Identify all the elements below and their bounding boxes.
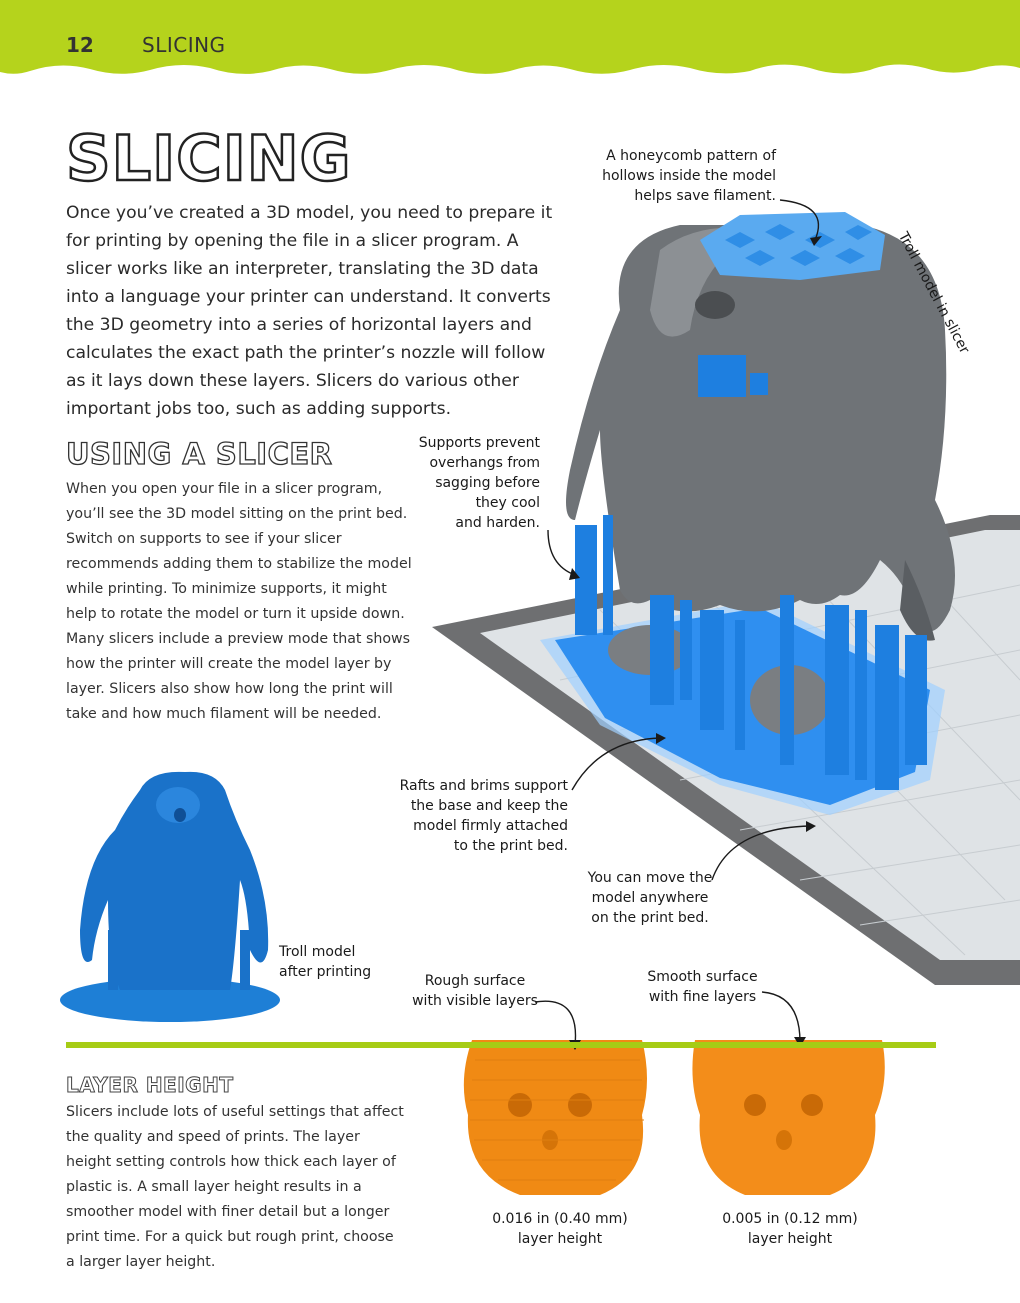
honeycomb-image bbox=[700, 212, 885, 280]
printed-troll-image bbox=[60, 772, 280, 1022]
troll-printed-callout: Troll model after printing bbox=[279, 944, 372, 980]
smooth-surface-callout: Smooth surface with fine layers bbox=[647, 969, 758, 1005]
layer-height-heading: LAYER HEIGHT bbox=[66, 1073, 234, 1097]
using-slicer-body: When you open your file in a slicer program, you’ll see the 3D model sitting on the print bed. Switch on supports to see if your slicer recommends adding them to stabilize the model while printing. To minimize supports, it might help to rotate the model or turn it upside down. Many slicers include a preview mode that shows how the printer will create the model layer by layer. Slicers also show how long the print will take and how much filament will be needed. bbox=[66, 481, 412, 722]
section-divider bbox=[66, 1042, 936, 1048]
rough-print-image bbox=[464, 1040, 647, 1195]
smooth-print-image bbox=[692, 1040, 884, 1195]
move-callout: You can move the model anywhere on the print bed. bbox=[587, 870, 713, 926]
rafts-callout: Rafts and brims support the base and keep the model firmly attached to the print bed. bbox=[399, 778, 568, 854]
troll-slicer-label: Troll model in slicer bbox=[894, 229, 973, 357]
page-title: SLICING bbox=[66, 122, 352, 195]
rough-height-caption: 0.016 in (0.40 mm) layer height bbox=[492, 1211, 628, 1247]
smooth-height-caption: 0.005 in (0.12 mm) layer height bbox=[722, 1211, 858, 1247]
intro-paragraph: Once you’ve created a 3D model, you need to prepare it for printing by opening the file in a slicer program. A slicer works like an interpreter, translating the 3D data into a language your printer can understand. It converts the 3D geometry into a series of horizontal layers and calculates the exact path the printer’s nozzle will follow as it lays down these layers. Slicers do various other important jobs too, such as adding supports. bbox=[66, 203, 553, 419]
layer-height-body: Slicers include lots of useful settings that affect the quality and speed of prints. The layer height setting controls how thick each layer of plastic is. A small layer height results in a smoother model with finer detail but a longer print time. For a quick but rough print, choose a larger layer height. bbox=[66, 1104, 404, 1270]
honeycomb-callout: A honeycomb pattern of hollows inside the model helps save filament. bbox=[602, 148, 776, 204]
supports-callout: Supports prevent overhangs from sagging before they cool and harden. bbox=[418, 435, 540, 531]
page-number: 12 bbox=[66, 33, 94, 57]
running-head: SLICING bbox=[142, 33, 226, 57]
rough-surface-callout: Rough surface with visible layers bbox=[412, 973, 538, 1009]
using-slicer-heading: USING A SLICER bbox=[66, 437, 333, 471]
